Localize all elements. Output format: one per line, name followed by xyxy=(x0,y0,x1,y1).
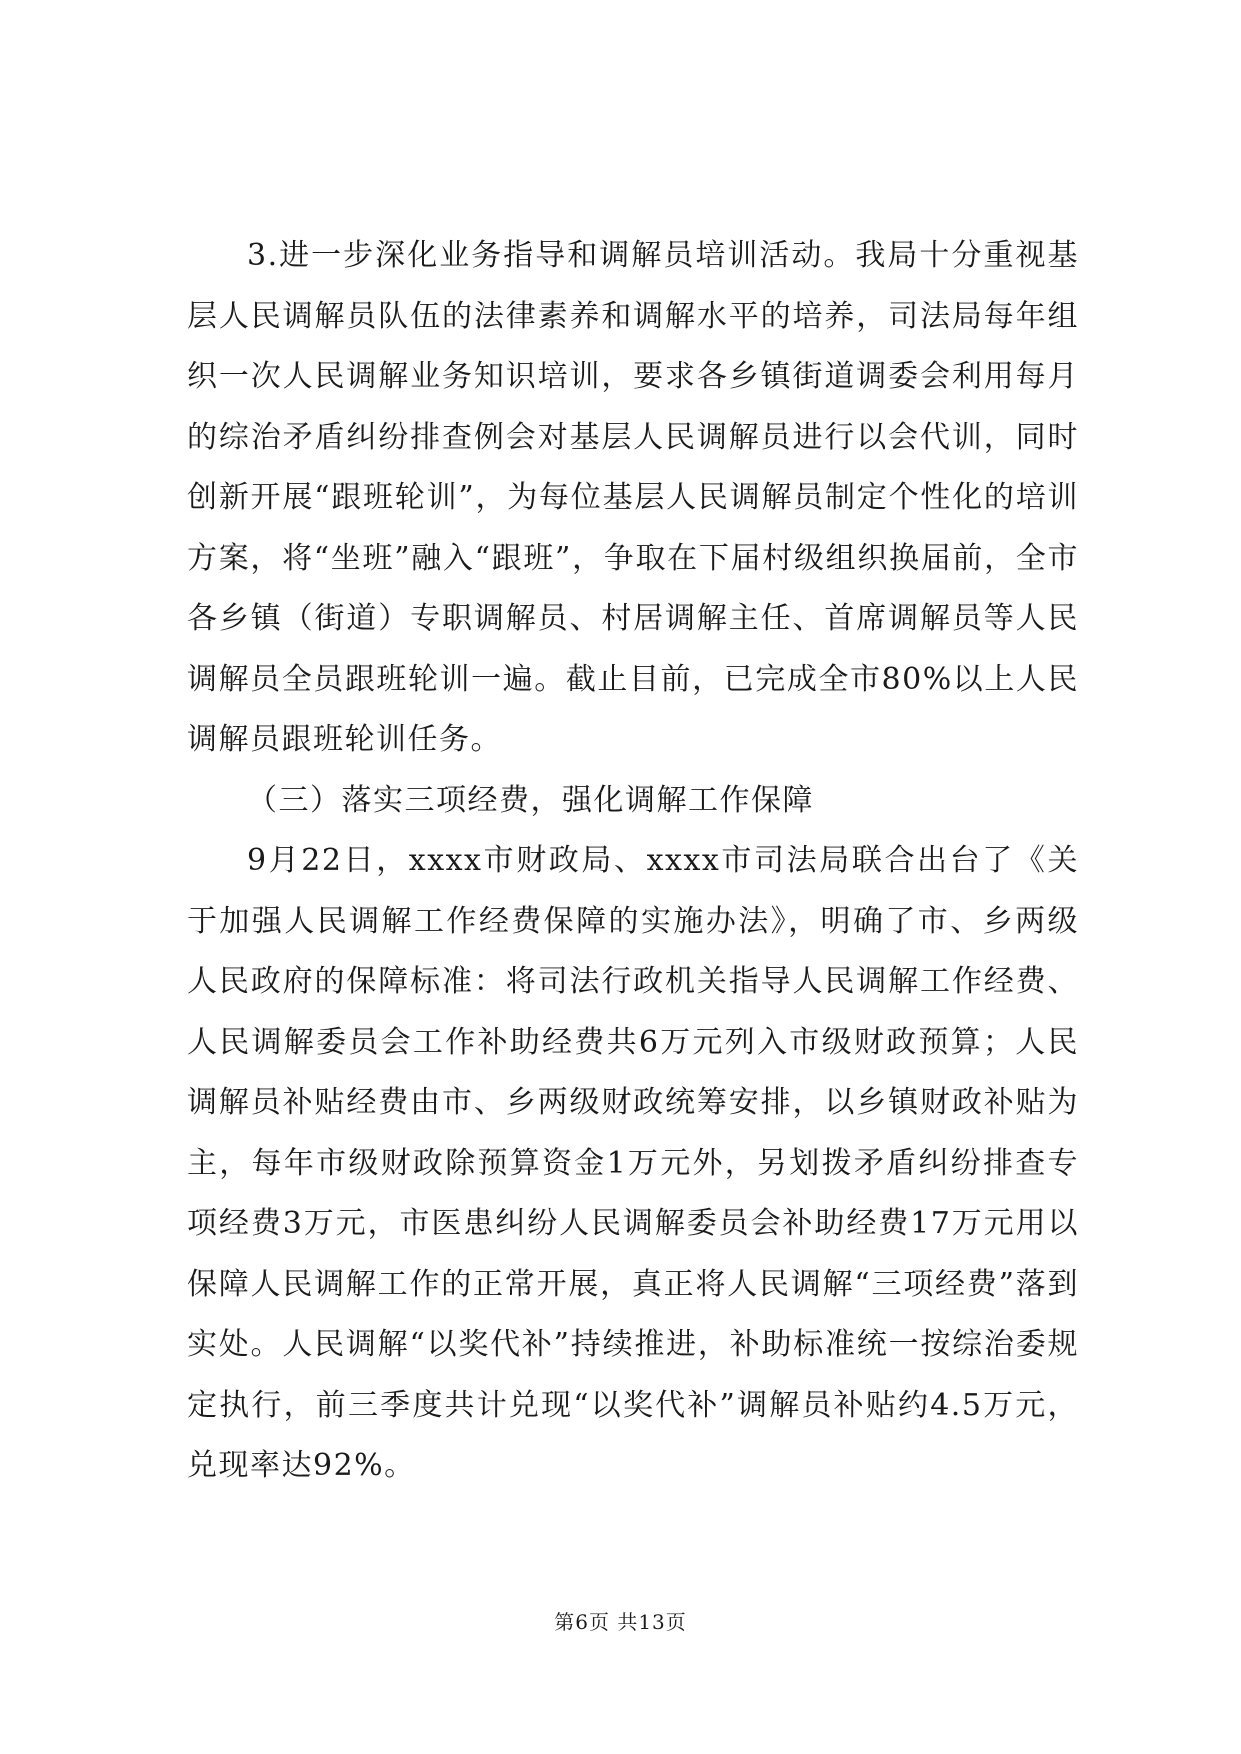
paragraph-funding: 9月22日，xxxx市财政局、xxxx市司法局联合出台了《关于加强人民调解工作经费保障的实施办法》，明确了市、乡两级人民政府的保障标准：将司法行政机关指导人民调解工作经费、人民调解委员会工作补助经费共6万元列入市级财政预算；人民调解员补贴经费由市、乡两级财政统筹安排，以乡镇财政补贴为主，每年市级财政除预算资金1万元外，另划拨矛盾纠纷排查专项经费3万元，市医患纠纷人民调解委员会补助经费17万元用以保障人民调解工作的正常开展，真正将人民调解“三项经费”落到实处。人民调解“以奖代补”持续推进，补助标准统一按综治委规定执行，前三季度共计兑现“以奖代补”调解员补贴约4.5万元，兑现率达92%。 xyxy=(187,843,1079,1483)
page-content xyxy=(187,226,1079,1497)
paragraph-training: 3.进一步深化业务指导和调解员培训活动。我局十分重视基层人民调解员队伍的法律素养和调解水平的培养，司法局每年组织一次人民调解业务知识培训，要求各乡镇街道调委会利用每月的综治矛盾纠纷排查例会对基层人民调解员进行以会代训，同时创新开展“跟班轮训”，为每位基层人民调解员制定个性化的培训方案，将“坐班”融入“跟班”，争取在下届村级组织换届前，全市各乡镇（街道）专职调解员、村居调解主任、首席调解员等人民调解员全员跟班轮训一遍。截止目前，已完成全市80%以上人民调解员跟班轮训任务。 xyxy=(187,238,1079,757)
page-number-footer: 第6页 共13页 xyxy=(554,1610,687,1634)
section-heading-funding: （三）落实三项经费，强化调解工作保障 xyxy=(247,782,814,818)
